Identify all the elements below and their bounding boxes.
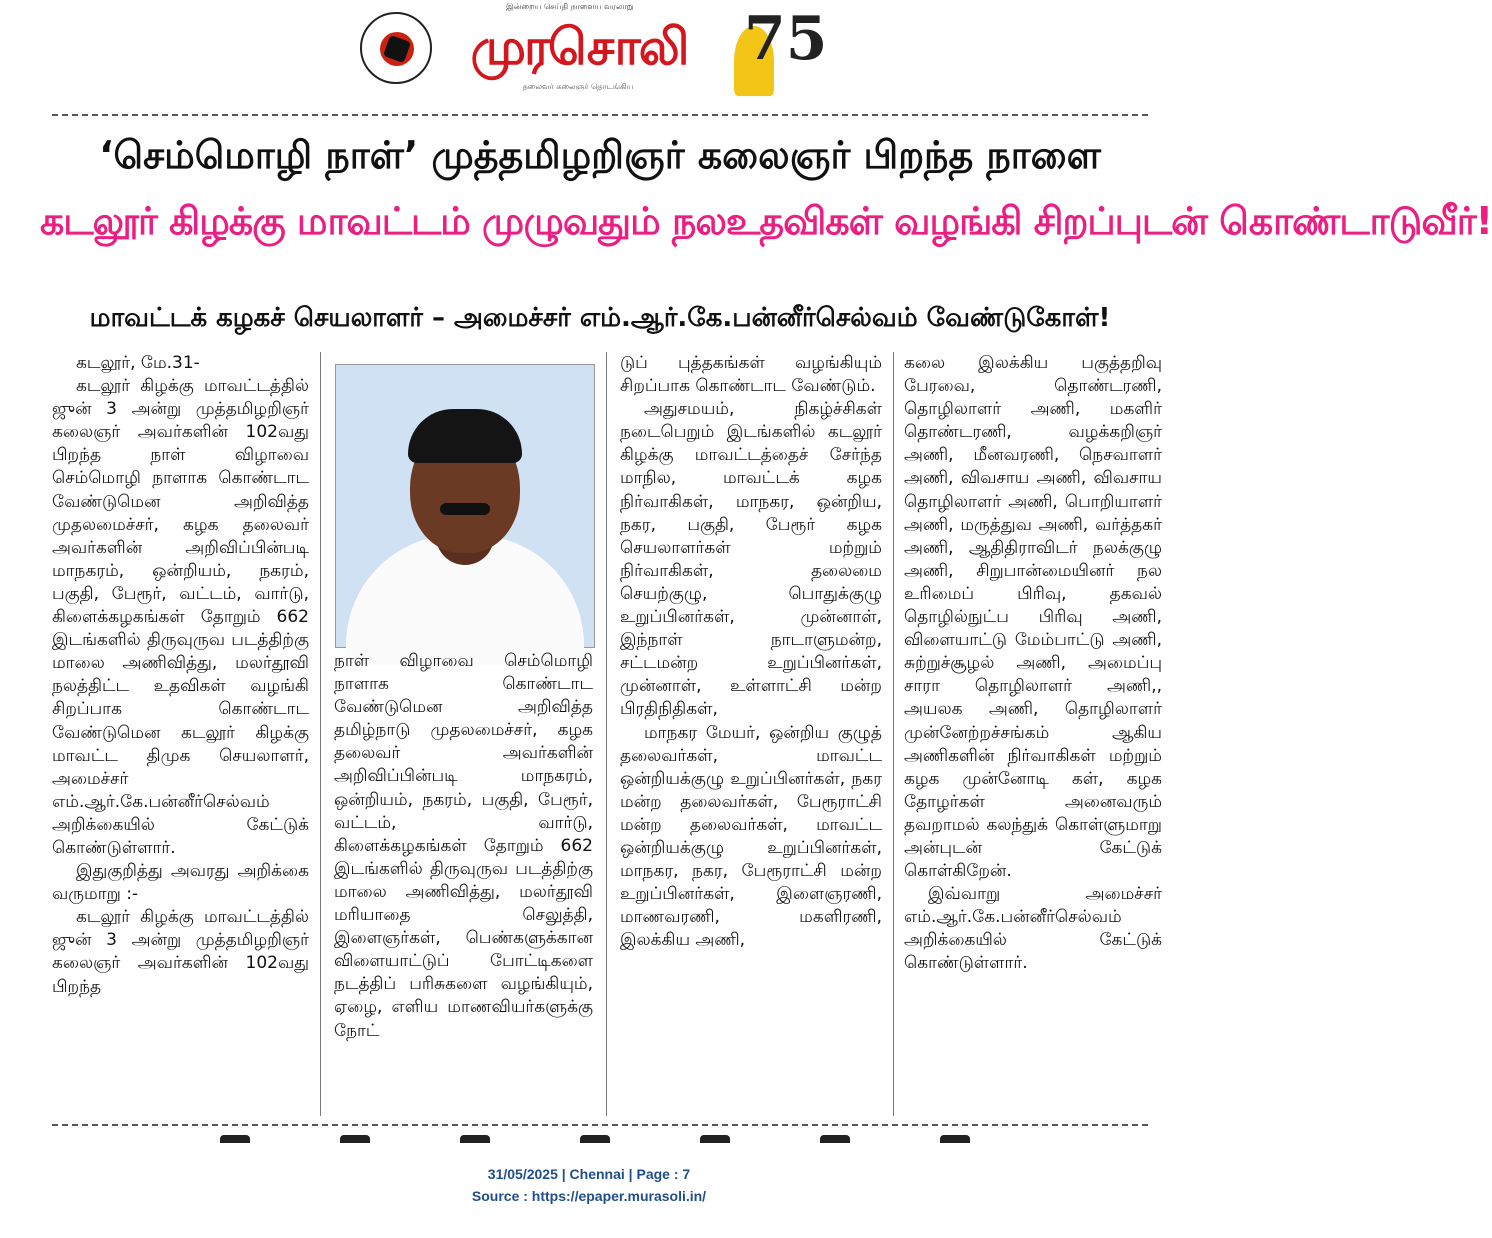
paragraph: நாள் விழாவை செம்மொழி நாளாக கொண்டாட வேண்டுமென அறிவித்த தமிழ்நாடு முதலமைச்சர், கழக தலைவர் அவர்களின் அறிவிப்பின்படி மாநகரம், ஒன்றியம், நகரம், பகுதி, பேரூர், வட்டம், வார்டு, கிளைக்கழகங்கள் தோறும் 662 இடங்களில் திருவுருவ படத்திற்கு மாலை அணிவித்து, மலர்தூவி மரியாதை செலுத்தி, இளைஞர்கள், பெண்களுக்கான விளையாட்டுப் போட்டிகளை நடத்திப் பரிசுகளை வழங்கியும், ஏழை, எளிய மாணவியர்களுக்கு நோட் — [334, 651, 593, 1041]
paragraph: இதுகுறித்து அவரது அறிக்கை வருமாறு :- — [52, 861, 309, 905]
paragraph: மாநகர மேயர், ஒன்றிய குழுத் தலைவர்கள், மாவட்ட ஒன்றியக்குழு உறுப்பினர்கள், நகர மன்ற தலைவர்கள், பேரூராட்சி மன்ற தலைவர்கள், மாவட்ட ஒன்றியக்குழு உறுப்பினர்கள், மாநகர, நகர, பேரூராட்சி மன்ற உறுப்பினர்கள், இளைஞரணி, மாணவரணி, மகளிரணி, இலக்கிய அணி, — [620, 722, 882, 951]
paragraph: அதுசமயம், நிகழ்ச்சிகள் நடைபெறும் இடங்களில் கடலூர் கிழக்கு மாவட்டத்தைச் சேர்ந்த மாநில, மாவட்டக் கழக நிர்வாகிகள், மாநகர, ஒன்றிய, நகர, பகுதி, பேரூர் கழக செயலாளர்கள் மற்றும் நிர்வாகிகள், தலைமை செயற்குழு, பொதுக்குழு உறுப்பினர்கள், முன்னாள், இந்நாள் நாடாளுமன்ற, சட்டமன்ற உறுப்பினர்கள், முன்னாள், உள்ளாட்சி மன்ற பிரதிநிதிகள், — [620, 399, 882, 720]
article-column-1 — [52, 352, 309, 999]
article-column-3 — [620, 352, 882, 952]
dateline: கடலூர், மே.31- — [76, 353, 200, 373]
logo-text: முரசொலி — [470, 18, 688, 76]
column-divider — [320, 352, 321, 1116]
masthead-subtitle: தலைவர் கலைஞர் தொடங்கிய — [498, 82, 658, 94]
headline-kicker: ‘செம்மொழி நாள்’ முத்தமிழறிஞர் கலைஞர் பிறந்த நாளை — [99, 133, 1101, 177]
minister-photo — [335, 364, 595, 648]
masthead-divider — [52, 114, 1148, 116]
headline-main: கடலூர் கிழக்கு மாவட்டம் முழுவதும் நலஉதவிகள் வழங்கி சிறப்புடன் கொண்டாடுவீர்! — [40, 199, 1492, 243]
paragraph: கலை இலக்கிய பகுத்தறிவு பேரவை, தொண்டரணி, தொழிலாளர் அணி, மகளிர் தொண்டரணி, வழக்கறிஞர் அணி, மீனவரணி, நெசவாளர் அணி, விவசாய அணி, விவசாய தொழிலாளர் அணி, பொறியாளர் அணி, மருத்துவ அணி, வர்த்தகர் அணி, ஆதிதிராவிடர் நலக்குழு அணி, சிறுபான்மையினர் நல உரிமைப் பிரிவு, தகவல் தொழில்நுட்ப பிரிவு அணி, விளையாட்டு மேம்பாட்டு அணி, சுற்றுச்சூழல் அணி, அமைப்பு சாரா தொழிலாளர் அணி,, அயலக அணி, தொழிலாளர் முன்னேற்றச்சங்கம் ஆகிய அணிகளின் நிர்வாகிகள் மற்றும் கழக முன்னோடி கள், கழக தோழர்கள் அனைவரும் தவறாமல் கலந்துக் கொள்ளுமாறு அன்புடன் கேட்டுக் கொள்கிறேன். — [904, 353, 1162, 882]
masthead-tagline: இன்றைய செய்தி நாளைய வரலாறு — [506, 2, 634, 11]
party-seal-icon — [360, 12, 432, 84]
paragraph: டுப் புத்தகங்கள் வழங்கியும் சிறப்பாக கொண்டாட வேண்டும். — [620, 353, 882, 397]
paragraph: கடலூர் கிழக்கு மாவட்டத்தில் ஜுன் 3 அன்று முத்தமிழறிஞர் கலைஞர் அவர்களின் 102வது பிறந்த நாள் விழாவை செம்மொழி நாளாக கொண்டாட வேண்டுமென அறிவித்த முதலமைச்சர், கழக தலைவர் அவர்களின் அறிவிப்பின்படி மாநகரம், ஒன்றியம், நகரம், பகுதி, பேரூர், வட்டம், வார்டு, கிளைக்கழகங்கள் தோறும் 662 இடங்களில் திருவுருவ படத்திற்கு மாலை அணிவித்து, மலர்தூவி நலத்திட்ட உதவிகள் வழங்கி சிறப்பாக கொண்டாட வேண்டுமென கடலூர் கிழக்கு மாவட்ட திமுக செயலாளர், அமைச்சர் எம்.ஆர்.கே.பன்னீர்செல்வம் அறிக்கையில் கேட்டுக் கொண்டுள்ளார். — [52, 376, 309, 858]
article-column-2 — [334, 650, 593, 1043]
paragraph: கடலூர் கிழக்கு மாவட்டத்தில் ஜுன் 3 அன்று முத்தமிழறிஞர் கலைஞர் அவர்களின் 102வது பிறந்த — [52, 907, 309, 997]
column-divider — [893, 352, 894, 1116]
anniversary-emblem — [720, 4, 828, 100]
next-headline-fragment — [220, 1128, 1120, 1136]
newspaper-logo — [436, 16, 722, 78]
source-link[interactable]: Source : https://epaper.murasoli.in/ — [471, 1188, 707, 1204]
page-info: 31/05/2025 | Chennai | Page : 7 — [487, 1166, 691, 1182]
paragraph: இவ்வாறு அமைச்சர் எம்.ஆர்.கே.பன்னீர்செல்வம் அறிக்கையில் கேட்டுக் கொண்டுள்ளார். — [904, 884, 1162, 974]
headline-deck: மாவட்டக் கழகச் செயலாளர் – அமைச்சர் எம்.ஆர்.கே.பன்னீர்செல்வம் வேண்டுகோள்! — [89, 303, 1111, 333]
column-divider — [606, 352, 607, 1116]
article-column-4 — [904, 352, 1162, 976]
anniversary-number: 75 — [744, 4, 828, 74]
page-divider — [52, 1124, 1148, 1126]
masthead — [0, 0, 1178, 112]
